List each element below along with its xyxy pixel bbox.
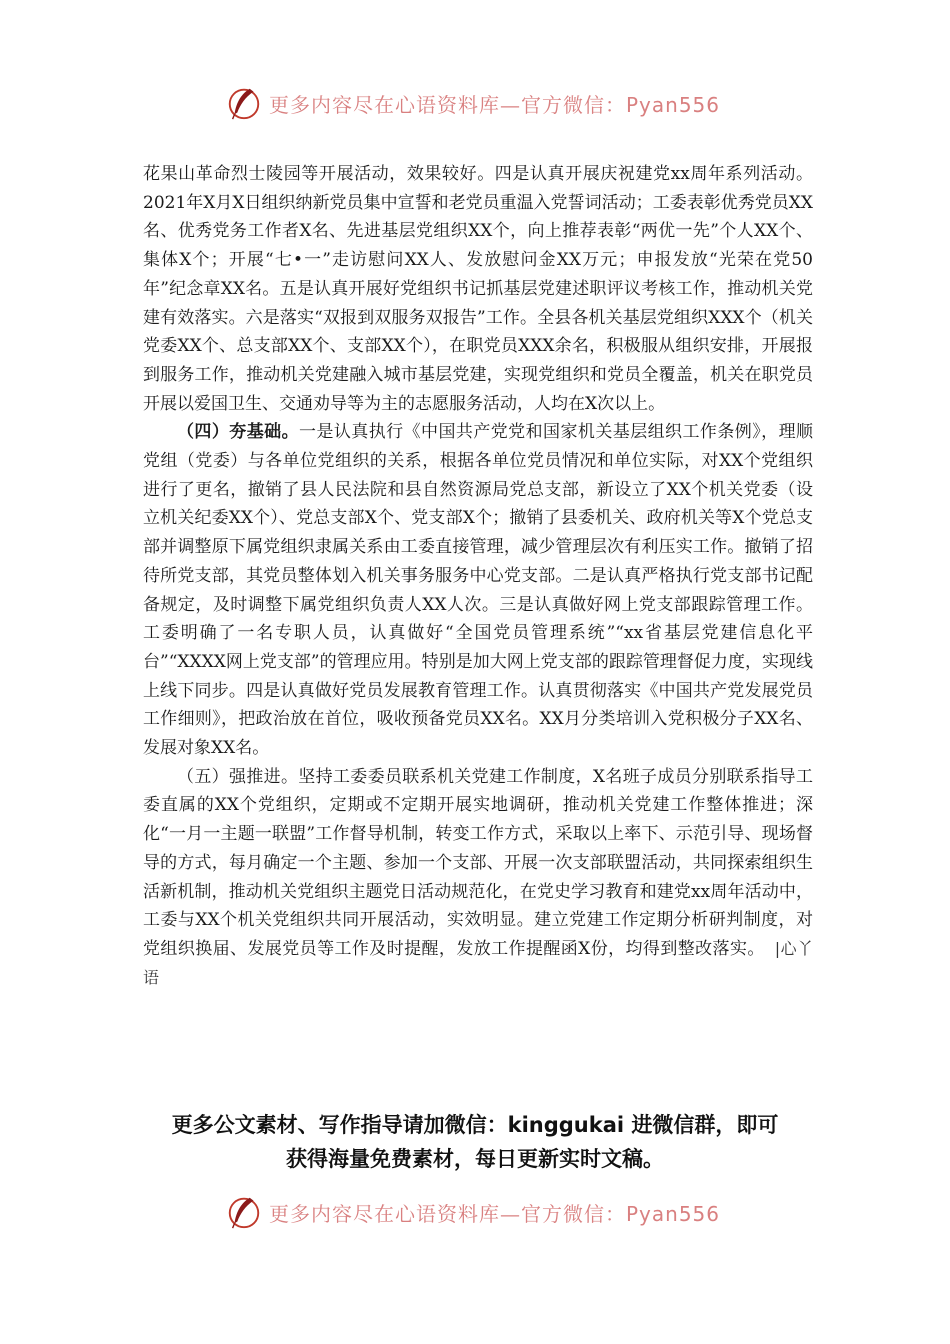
paragraph-3: （五）强推进。坚持工委委员联系机关党建工作制度，X名班子成员分别联系指导工委直属的XX个党组织，定期或不定期开展实地调研，推动机关党建工作整体推进；深化“一月一主题一联盟”工作督导机制，转变工作方式，采取以上率下、示范引导、现场督导的方式，每月确定一个主题、参加一个支部、开展一次支部联盟活动，共同探索组织生活新机制，推动机关党组织主题党日活动规范化，在党史学习教育和建党xx周年活动中，工委与XX个机关党组织共同开展活动，实效明显。建立党建工作定期分析研判制度，对党组织换届、发展党员等工作及时提醒，发放工作提醒函X份，均得到整改落实。 |心丫语	[143, 766, 813, 987]
document-body	[143, 160, 813, 992]
section-heading-4: （四）夯基础。	[177, 422, 300, 443]
banner-text: 更多内容尽在心语资料库—官方微信：Pyan556	[269, 1201, 721, 1226]
paragraph-1: 花果山革命烈士陵园等开展活动，效果较好。四是认真开展庆祝建党xx周年系列活动。2021年X月X日组织纳新党员集中宣誓和老党员重温入党誓词活动；工委表彰优秀党员XX名、优秀党务工作者X名、先进基层党组织XX个，向上推荐表彰“两优一先”个人XX个、集体X个；开展“七•一”走访慰问XX人、发放慰问金XX万元；申报发放“光荣在党50年”纪念章XX名。五是认真开展好党组织书记抓基层党建述职评议考核工作，推动机关党建有效落实。六是落实“双报到双服务双报告”工作。全县各机关基层党组织XXX个（机关党委XX个、总支部XX个、支部XX个），在职党员XXX余名，积极服从组织安排，开展报到服务工作，推动机关党建融入城市基层党建，实现党组织和党员全覆盖，机关在职党员开展以爱国卫生、交通劝导等为主的志愿服务活动，人均在X次以上。	[143, 164, 813, 414]
footer-banner	[0, 1192, 950, 1232]
tail-mark: |心丫语	[143, 938, 813, 987]
header-banner	[0, 83, 950, 123]
promo-line-1: 更多公文素材、写作指导请加微信：kinggukai 进微信群，即可	[171, 1113, 779, 1137]
quill-logo-icon	[225, 1193, 263, 1231]
banner-text: 更多内容尽在心语资料库—官方微信：Pyan556	[269, 92, 721, 117]
wechat-id: Pyan556	[626, 1201, 721, 1226]
wechat-id: Pyan556	[626, 92, 721, 117]
promo-text	[100, 1108, 850, 1176]
quill-logo-icon	[225, 84, 263, 122]
promo-line-2: 获得海量免费素材，每日更新实时文稿。	[286, 1147, 664, 1171]
paragraph-2: （四）夯基础。一是认真执行《中国共产党党和国家机关基层组织工作条例》，理顺党组（党委）与各单位党组织的关系，根据各单位党员情况和单位实际，对XX个党组织进行了更名，撤销了县人民法院和县自然资源局党总支部，新设立了XX个机关党委（设立机关纪委XX个）、党总支部X个、党支部X个；撤销了县委机关、政府机关等X个党总支部并调整原下属党组织隶属关系由工委直接管理，减少管理层次有利压实工作。撤销了招待所党支部，其党员整体划入机关事务服务中心党支部。二是认真严格执行党支部书记配备规定，及时调整下属党组织负责人XX人次。三是认真做好网上党支部跟踪管理工作。工委明确了一名专职人员，认真做好“全国党员管理系统”“xx省基层党建信息化平台”“XXXX网上党支部”的管理应用。特别是加大网上党支部的跟踪管理督促力度，实现线上线下同步。四是认真做好党员发展教育管理工作。认真贯彻落实《中国共产党发展党员工作细则》，把政治放在首位，吸收预备党员XX名。XX月分类培训入党积极分子XX名、发展对象XX名。	[143, 422, 814, 759]
